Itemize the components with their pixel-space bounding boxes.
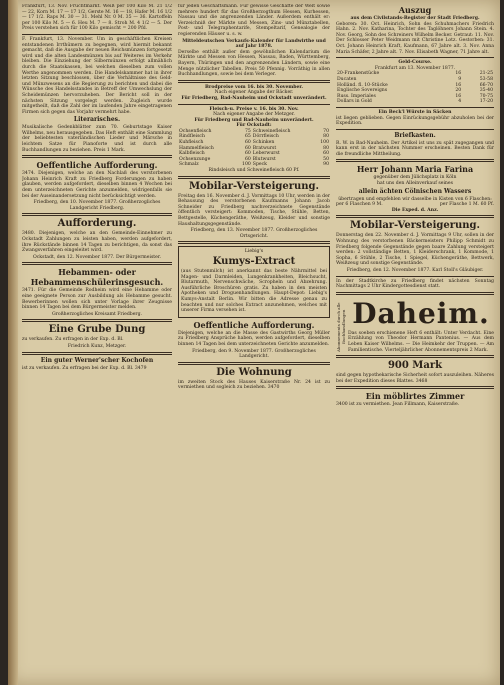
coin-pfennig: 21-25	[479, 71, 493, 77]
coin-pfennig: 53-58	[479, 76, 493, 82]
bread-sub: Nach eigener Angabe der Bäcker.	[214, 90, 294, 96]
bread-title: Brodpreise vom 16. bis 30. November.	[205, 84, 303, 90]
loan-amount: 900 Mark	[387, 360, 443, 372]
ad-title: Oeffentliche Aufforderung.	[36, 160, 158, 171]
room-text: 3400 ist zu vermiethen. Jean Fillmann, Kaiserstraße.	[336, 402, 460, 408]
ad-title: Oeffentliche Aufforderung.	[193, 319, 315, 330]
coin-mark: 16	[455, 82, 462, 88]
ad-signature: Ockstadt, den 12. November 1877. Der Bürgermeister.	[32, 254, 162, 260]
liebig-title: Kumys-Extract	[212, 255, 296, 267]
meat-place: Für Friedberg und Bad-Nauheim unverändert.	[194, 117, 314, 123]
divider	[178, 176, 330, 179]
meat-price: 65	[244, 134, 251, 140]
kalender-title: Mitteldeutschen Verkaufs-Kalender für Landwirthe und auf Jahr 1878.	[182, 38, 326, 50]
ad-title: Ein guter Werner'scher Kochofen	[40, 356, 154, 364]
lost-title: Ein Beck'l Würste in Säcken	[378, 109, 452, 115]
coin-name: Dollars in Gold	[337, 99, 372, 105]
coin-mark: 4	[458, 99, 462, 105]
liebig-text: (aus Stutenmilch) ist anerkannt das beste Nährmittel bei Magen- und Darmleiden, Lungenkrankheiten, Bleichsucht, Blutarmuth, Nervenschwäche, Scropheln und Abzehrung. Ausführliche Broschüren gratis. Zu haben in den meisten Apotheken und Droguenhandlungen. Haupt-Depot: Liebig's Kumys-Anstalt Berlin. Wir bitten die Adresse genau zu beachten und nur solches Extract anzunehmen, welches mit unserer Firma versehen ist.	[181, 268, 327, 314]
divider	[336, 355, 494, 358]
farina-price-2: per Flasche 1 M. 60 Pf.	[439, 202, 494, 208]
divider	[336, 159, 494, 162]
divider	[22, 34, 172, 35]
briefkasten-title: Briefkasten.	[394, 131, 436, 139]
ad-signature: Großherzogliches Kreisamt Friedberg.	[51, 311, 143, 317]
meat-price: 60	[244, 140, 251, 146]
meat-price: 80	[323, 145, 329, 151]
coin-mark: 16	[455, 93, 462, 99]
ad-text: im zweiten Stock des Hauses Kaiserstraße Nr. 24 ist zu vermiethen und sogleich zu beziehen. 3470	[178, 379, 330, 391]
article-text: für jeden Geschäftsmann. Für gewisse Geschäfte der Welt sowie mehrere hundert für das Großherzogthum Hessen, Kurhessen, Nassau und die angrenzenden Länder. Außerdem enthält er: Verzeichniß der Märkte und Messen, Zins- und Münztabellen, Post- und Telegraphentarife, Stempeltarif, Genealogie der regierenden Häuser u. s. w.	[178, 4, 330, 37]
ad-title: Eine Grube Dung	[48, 324, 146, 336]
ad-title: Hebammen- oder Hebammenschülerinsgesuch.	[30, 267, 164, 288]
meat-price: 100	[242, 162, 251, 168]
daheim-side-text: Abonnements durch alle Buchhandlungen	[336, 302, 346, 352]
divider	[336, 215, 494, 218]
ad-signature: Friedberg, den 10. November 1877. Großherzogliches Landgericht Friedberg.	[33, 200, 161, 211]
liebig-ad	[178, 246, 330, 317]
newspaper-page	[8, 0, 500, 685]
farina-title: Herr Johann Maria Farina	[356, 164, 474, 175]
meat-name: Blutwurst	[252, 156, 276, 162]
meat-name: Rindfleisch	[179, 134, 205, 140]
meat-name: Ochsenzunge	[179, 156, 211, 162]
coin-pfennig: 17-20	[479, 99, 493, 105]
church-note: In der Stadtkirche zu Friedberg findet nächsten Sonntag Nachmittags 2 Uhr Kindergottesdienst statt.	[336, 278, 494, 290]
coin-name: Ducaten	[337, 76, 357, 82]
ad-text: Donnerstag den 22. November d. J. Vormittags 9 Uhr, sollen in der Wohnung des verstorbenen Bäckermeisters Philipp Schmidt zu Friedberg folgende Gegenstände gegen baare Zahlung versteigert werden: 2 vollständige Betten, 1 Kleiderschrank, 1 Kommode, 1 Sopha, 6 Stühle, 2 Tische, 1 Spiegel, Küchengeräthe, Bettwerk, Weißzeug und sonstige Gegenstände.	[336, 233, 494, 267]
meat-name: Schmalz	[179, 162, 199, 168]
divider	[22, 319, 172, 322]
coin-name: 20-Frankenstücke	[337, 71, 380, 77]
meat-price: 100	[320, 140, 329, 146]
coin-mark: 9	[458, 76, 462, 82]
prices-title: Geld-Course.	[398, 60, 432, 66]
divider	[178, 80, 330, 83]
news-article: F. Frankfurt, 13. November. Um in geschäftlichen Kreisen entstandenen Irrthümern zu begegnen, wird hiermit bekannt gemacht, daß die Ausgabe der neuen Reichsmünzen fortgesetzt wird und die alten Landesmünzen bis auf Weiteres im Verkehr bleiben. Die Einziehung der Silbermünzen erfolgt allmählich durch die Staatskassen, bei welchen dieselben zum vollen Werthe angenommen werden. Die Handelskammer hat in ihrer letzten Sitzung beschlossen, über die Verhältnisse des Geld- und Münzwesens an die Regierung zu berichten und dabei die Wünsche des Handelsstandes in Betreff der Umwechslung der Scheidemünzen hervorzuheben. Der Bericht soll in der nächsten Sitzung vorgelegt werden. Zugleich wurde mitgetheilt, daß die Zahl der im laufenden Jahre eingetragenen Firmen sich gegen das Vorjahr vermehrt habe.	[22, 36, 172, 115]
meat-price: 80	[323, 134, 329, 140]
divider	[336, 292, 494, 295]
ad-signature: Friedberg, den 13. November 1877. Großherzogliches Ortsgericht.	[190, 228, 318, 239]
ad-title: Aufforderung.	[57, 218, 137, 230]
room-title: Ein möblirtes Zimmer	[365, 391, 465, 402]
bread-place: Für Friedberg, Bad-Nauheim und Ockstadt unverändert.	[181, 95, 327, 101]
ad-text: 3471. Für die Gemeinde Rodheim wird eine Hebamme oder eine geeignete Person zur Ausbildung als Hebamme gesucht. Bewerberinnen wollen sich unter Vorlage ihrer Zeugnisse binnen 14 Tagen bei dem Bürgermeister melden.	[22, 288, 172, 311]
register-text: Geboren: 30. Oct. Heinrich, Sohn des Schuhmachers Friedrich Hahn. 2. Nov. Katharina, Tochter des Taglöhners Johann Stein. 4. Nov. Georg, Sohn des Schreiners Wilhelm Becker. Getraut: 11. Nov. Der Schlosser Peter Weidmann mit Christine Lotz. Gestorben: 31. Oct. Johann Heinrich Kraft, Kaufmann, 67 Jahre alt. 3. Nov. Anna Maria Schäfer, 2 Jahre alt. 7. Nov. Elisabeth Wagner, 71 Jahre alt.	[336, 21, 494, 55]
ad-text: ist zu verkaufen. Zu erfragen bei der Exp. d. Bl. 3479	[22, 365, 147, 371]
meat-price: 60	[244, 151, 251, 157]
farina-price-1: per 6 Flaschen 9 M.	[336, 202, 383, 208]
ad-title: Mobilar-Versteigerung.	[188, 180, 320, 192]
ad-title: Die Wohnung	[216, 366, 292, 378]
meat-name: Speck	[252, 162, 267, 168]
daheim-ad	[336, 297, 494, 353]
divider	[22, 213, 172, 216]
loan-text: sind gegen hypothekarische Sicherheit sofort auszuleihen. Näheres bei der Expedition dieses Blattes. 3468	[336, 373, 494, 384]
lost-text: ist liegen geblieben. Gegen Einrückungsgebühr abzuholen bei der Expedition.	[336, 115, 494, 127]
ad-text: zu verkaufen. Zu erfragen in der Exp. d. Bl.	[22, 337, 124, 343]
meat-price: 90	[323, 162, 329, 168]
register-sub: aus dem Civilstands-Register der Stadt Friedberg.	[350, 16, 480, 21]
column-3	[336, 4, 494, 409]
column-1	[22, 4, 172, 372]
divider	[336, 107, 494, 108]
ad-text: 3480. Diejenigen, welche an den Gemeinde-Einnehmer zu Ockstadt Zahlungen zu leisten haben, werden aufgefordert, ihre Rückstände binnen 14 Tagen zu berichtigen, da sonst das Zwangsverfahren eingeleitet wird.	[22, 231, 172, 254]
meat-price: 60	[244, 145, 251, 151]
meat-title: Fleisch-u. Preise v. 16. bis 30. Nov.	[209, 106, 299, 112]
divider	[22, 262, 172, 265]
meat-name: Hammelfleisch	[179, 145, 214, 151]
currency-table	[336, 71, 494, 105]
meat-price: 60	[323, 151, 329, 157]
meat-note: Rindsleisch und Schweinefleisch 60 Pf.	[208, 168, 300, 174]
ad-title: Mobilar-Versteigerung.	[349, 220, 481, 232]
meat-name: Kuhfleisch	[179, 140, 204, 146]
binding-gutter	[8, 0, 18, 685]
meat-price: 50	[323, 156, 329, 162]
farina-text: hat uns den Alleinverkauf seines	[377, 181, 453, 187]
ad-signature: Friedberg, den 12. November 1877. Karl Stoll's Gläubiger.	[346, 268, 484, 273]
meat-sub: Nach eigener Angabe der Metzger.	[213, 112, 295, 118]
meat-name: Ochsenfleisch	[179, 128, 212, 134]
prices-sub: Frankfurt am 13. November 1877.	[374, 65, 456, 71]
coin-pfennig: 66-70	[479, 82, 493, 88]
column-2	[178, 4, 330, 392]
divider	[178, 104, 330, 105]
meat-name: Dörrfleisch	[252, 134, 279, 140]
daheim-title: Daheim.	[352, 296, 490, 330]
briefkasten-text: R. W. in Bad-Nauheim. Der Artikel ist uns zu spät zugegangen und kann erst in der nächsten Nummer erscheinen. Besten Dank für die freundliche Mittheilung.	[336, 140, 494, 157]
meat-price: 60	[244, 156, 251, 162]
ad-text: Diejenigen, welche an die Masse des Gastwirths Georg Müller zu Friedberg Ansprüche haben, werden aufgefordert, dieselben binnen 14 Tagen bei dem unterzeichneten Gerichte anzumelden.	[178, 330, 330, 347]
meat-name: Schweinefleisch	[252, 128, 291, 134]
coin-name: Russ. Imperiales	[337, 93, 376, 99]
divider	[336, 276, 494, 277]
meat-name: Schinken	[252, 140, 275, 146]
divider	[336, 57, 494, 58]
farina-text2: übertragen und empfehlen wir dasselbe in Kisten von 6 Flaschen:	[338, 196, 492, 202]
register-title: Auszug	[398, 5, 432, 15]
price-row	[336, 99, 494, 105]
market-report: Frankfurt, 13. Nov. Fruchtmarkt. Weiß per 100 Kilo M. 21 1/2 — 22, Korn M. 17 — 17 1/2, Gerste M. 16 — 18, Hafer M. 16 1/2 — 17 1/2. Raps M. 30 — 31. Mehl Nr. 0 M. 35 — 36. Kartoffeln per 100 Kilo M. 5 — 6. Heu M. 7 — 8. Stroh M. 4 1/2 — 5. Der Preis verstehen sich für 100 Kilo gemischt = 200 Pfd.	[22, 4, 172, 32]
meat-name: Kalbfleisch	[179, 151, 205, 157]
coin-name: Holländ. fl. 10-Stücke	[337, 82, 388, 88]
ad-signature: Friedberg, den 9. November 1877. Großherzogliches Landgericht.	[192, 348, 316, 360]
meat-price: 70	[323, 128, 329, 134]
farina-sign: Die Exped. d. Anz.	[391, 207, 439, 213]
meat-price-table	[178, 129, 330, 168]
meat-name: Bratwurst	[252, 145, 277, 151]
meat-name: Leberwurst	[252, 151, 280, 157]
meat-unit: Für Ockstadt:	[236, 123, 272, 129]
daheim-text: Das soeben erschienene Heft 6 enthält: Unter Verdacht. Eine Erzählung von Theodor Hermann Pantenius. — Aus dem Leben Kaiser Wilhelms. — Die Heimkehr der Truppen. — Am Familientische. Vierteljährlicher Abonnementspreis 2 Mark.	[348, 330, 494, 353]
divider	[178, 241, 330, 244]
literary-note: Musikalische Gedenkblätter zum 70. Geburtstage Kaiser Wilhelms, neu herausgegeben. Das Heft enthält eine Sammlung der beliebtesten vaterländischen Lieder und Märsche in leichtem Satze für Pianoforte und ist durch alle Buchhandlungen zu beziehen. Preis 1 Mark.	[22, 125, 172, 153]
divider	[336, 386, 494, 389]
coin-pfennig: 70-75	[479, 93, 493, 99]
coin-mark: 20	[455, 88, 462, 94]
divider	[22, 155, 172, 158]
meat-price: 75	[244, 128, 251, 134]
divider	[336, 129, 494, 130]
ad-text: 3474. Diejenigen, welche an den Nachlaß des verstorbenen Johann Heinrich Kraft zu Friedberg Forderungen zu haben glauben, werden aufgefordert, dieselben binnen 4 Wochen bei dem unterzeichneten Gerichte anzumelden, widrigenfalls sie bei der Auseinandersetzung nicht berücksichtigt werden.	[22, 171, 172, 199]
divider	[22, 352, 172, 355]
farina-sub: gegenüber dem Jülichsplatz in Köln	[373, 175, 457, 181]
section-heading: Literarisches.	[73, 116, 121, 124]
farina-big: allein ächten Cölnischen Wassers	[358, 187, 472, 195]
kalender-text: Derselbe enthält außer dem gewöhnlichen Kalendarium die Märkte und Messen von Hessen, Nassau, Baden, Württemberg, Bayern, Thüringen und den angrenzenden Ländern, sowie eine Menge nützlicher Tabellen. Preis 50 Pfennig. Vorräthig in allen Buchhandlungen, sowie bei dem Verleger.	[178, 49, 330, 78]
ad-signature: Friedrich Kunz, Metzger.	[67, 343, 127, 349]
coin-name: Englische Sovereigns	[337, 88, 388, 94]
coin-pfennig: 35-40	[479, 88, 493, 94]
divider	[178, 362, 330, 365]
coin-mark: 16	[455, 71, 462, 77]
liebig-pre: Liebig's	[244, 249, 264, 255]
ad-text: Freitag den 16. November d. J. Vormittags 10 Uhr, werden in der Behausung des verstorbenen Kaufmanns Johann Jacob Schneider zu Friedberg nachverzeichnete Gegenstände öffentlich versteigert: Kommoden, Tische, Stühle, Betten, Bettgestelle, Küchengeräthe, Weißzeug, Kleider und sonstige Haushaltungsgegenstände.	[178, 193, 330, 227]
